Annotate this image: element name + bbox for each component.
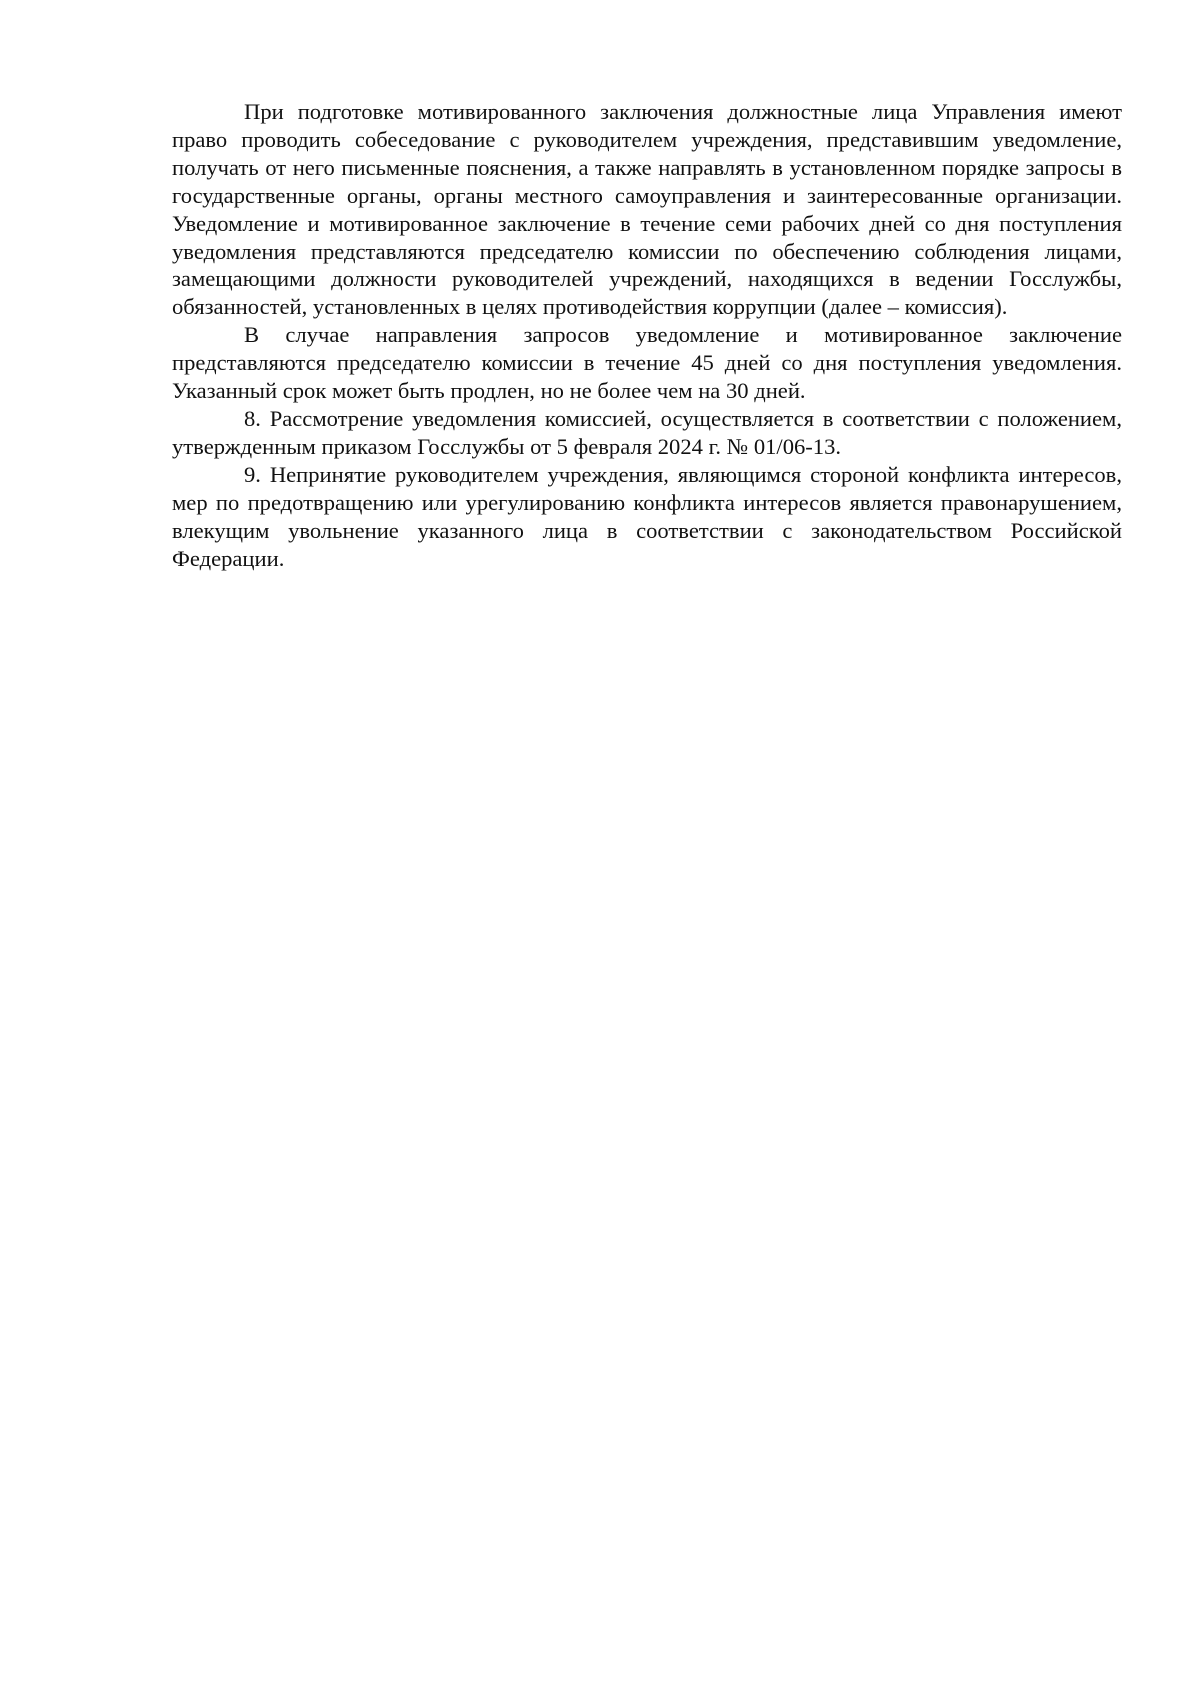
paragraph-requests-deadline: В случае направления запросов уведомление и мотивированное заключение представляются председателю комиссии в течение 45 дней со дня поступления уведомления. Указанный срок может быть продлен, но не более чем на 30 дней. <box>172 322 1122 404</box>
document-body <box>172 98 1122 572</box>
paragraph-motivated-conclusion: При подготовке мотивированного заключения должностные лица Управления имеют право проводить собеседование с руководителем учреждения, представившим уведомление, получать от него письменные пояснения, а также направлять в установленном порядке запросы в государственные органы, органы местного самоуправления и заинтересованные организации. Уведомление и мотивированное заключение в течение семи рабочих дней со дня поступления уведомления представляются председателю комиссии по обеспечению соблюдения лицами, замещающими должности руководителей учреждений, находящихся в ведении Госслужбы, обязанностей, установленных в целях противодействия коррупции (далее – комиссия). <box>172 99 1122 320</box>
paragraph-item-9: 9. Непринятие руководителем учреждения, являющимся стороной конфликта интересов, мер по предотвращению или урегулированию конфликта интересов является правонарушением, влекущим увольнение указанного лица в соответствии с законодательством Российской Федерации. <box>172 461 1122 571</box>
paragraph-item-8: 8. Рассмотрение уведомления комиссией, осуществляется в соответствии с положением, утвержденным приказом Госслужбы от 5 февраля 2024 г. № 01/06-13. <box>172 405 1122 459</box>
